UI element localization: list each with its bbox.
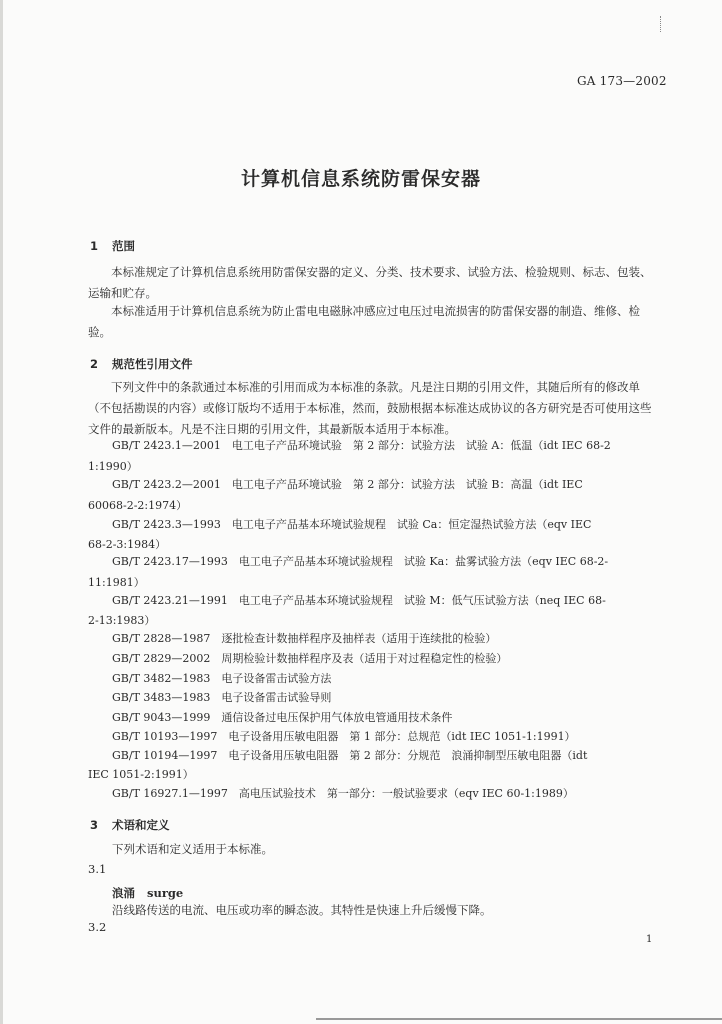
reference-line: GB/T 2423.3—1993 电工电子产品基本环境试验规程 试验 Ca：恒定湿热试验方法（eqv IEC (112, 518, 592, 531)
section-number: 2 (90, 357, 99, 371)
scan-mark (660, 16, 665, 32)
term-definition: 沿线路传送的电流、电压或功率的瞬态波。其特性是快速上升后缓慢下降。 (112, 903, 492, 917)
term-number: 3.1 (88, 862, 107, 876)
document-code: GA 173—2002 (577, 74, 667, 88)
document-title: 计算机信息系统防雷保安器 (240, 168, 481, 190)
section-2-heading (90, 356, 193, 372)
reference-continuation: 60068-2-2:1974） (88, 499, 188, 512)
reference-line: GB/T 2423.17—1993 电工电子产品基本环境试验规程 试验 Ka：盐雾试验方法（eqv IEC 68-2- (112, 555, 609, 568)
scan-edge (0, 0, 3, 1024)
page-number: 1 (646, 934, 653, 945)
section-1-heading (90, 238, 135, 254)
reference-line: GB/T 16927.1—1997 高电压试验技术 第一部分：一般试验要求（eqv IEC 60-1:1989） (112, 787, 574, 800)
scope-paragraph-1: 本标准规定了计算机信息系统用防雷保安器的定义、分类、技术要求、试验方法、检验规则、标志、包装、运输和贮存。 (88, 265, 652, 300)
reference-line: GB/T 2828—1987 逐批检查计数抽样程序及抽样表（适用于连续批的检验） (112, 632, 497, 645)
section-title: 术语和定义 (112, 818, 170, 832)
reference-continuation: 11:1981） (88, 576, 145, 589)
section-title: 范围 (112, 239, 135, 253)
next-term-number: 3.2 (88, 920, 107, 934)
term-heading (112, 882, 183, 901)
terms-intro: 下列术语和定义适用于本标准。 (112, 842, 273, 856)
reference-line: GB/T 2829—2002 周期检验计数抽样程序及表（适用于对过程稳定性的检验） (112, 652, 508, 665)
term-english: surge (147, 886, 184, 900)
section-3-heading (90, 817, 170, 833)
reference-continuation: 1:1990） (88, 460, 138, 473)
reference-continuation: 2-13:1983） (88, 614, 156, 627)
scan-bottom-edge (316, 1018, 722, 1020)
reference-continuation: IEC 1051-2:1991） (88, 768, 194, 781)
section-number: 1 (90, 239, 99, 253)
reference-line: GB/T 9043—1999 通信设备过电压保护用气体放电管通用技术条件 (112, 711, 453, 724)
section-number: 3 (90, 818, 99, 832)
reference-line: GB/T 2423.2—2001 电工电子产品环境试验 第 2 部分：试验方法 试验 B：高温（idt IEC (112, 478, 583, 491)
reference-line: GB/T 3482—1983 电子设备雷击试验方法 (112, 672, 332, 685)
references-intro: 下列文件中的条款通过本标准的引用而成为本标准的条款。凡是注日期的引用文件，其随后所有的修改单（不包括勘误的内容）或修订版均不适用于本标准，然而，鼓励根据本标准达成协议的各方研究是否可使用这些文件的最新版本。凡是不注日期的引用文件，其最新版本适用于本标准。 (88, 380, 652, 436)
reference-continuation: 68-2-3:1984） (88, 538, 167, 551)
term-chinese: 浪涌 (112, 886, 135, 900)
reference-line: GB/T 3483—1983 电子设备雷击试验导则 (112, 691, 332, 704)
reference-line: GB/T 2423.21—1991 电工电子产品基本环境试验规程 试验 M：低气压试验方法（neq IEC 68- (112, 594, 606, 607)
reference-line: GB/T 10193—1997 电子设备用压敏电阻器 第 1 部分：总规范（idt IEC 1051-1:1991） (112, 730, 576, 743)
section-title: 规范性引用文件 (112, 357, 193, 371)
reference-line: GB/T 2423.1—2001 电工电子产品环境试验 第 2 部分：试验方法 试验 A：低温（idt IEC 68-2 (112, 439, 611, 452)
scope-paragraph-2: 本标准适用于计算机信息系统为防止雷电电磁脉冲感应过电压过电流损害的防雷保安器的制造、维修、检验。 (88, 304, 640, 339)
reference-line: GB/T 10194—1997 电子设备用压敏电阻器 第 2 部分：分规范 浪涌抑制型压敏电阻器（idt (112, 749, 588, 762)
